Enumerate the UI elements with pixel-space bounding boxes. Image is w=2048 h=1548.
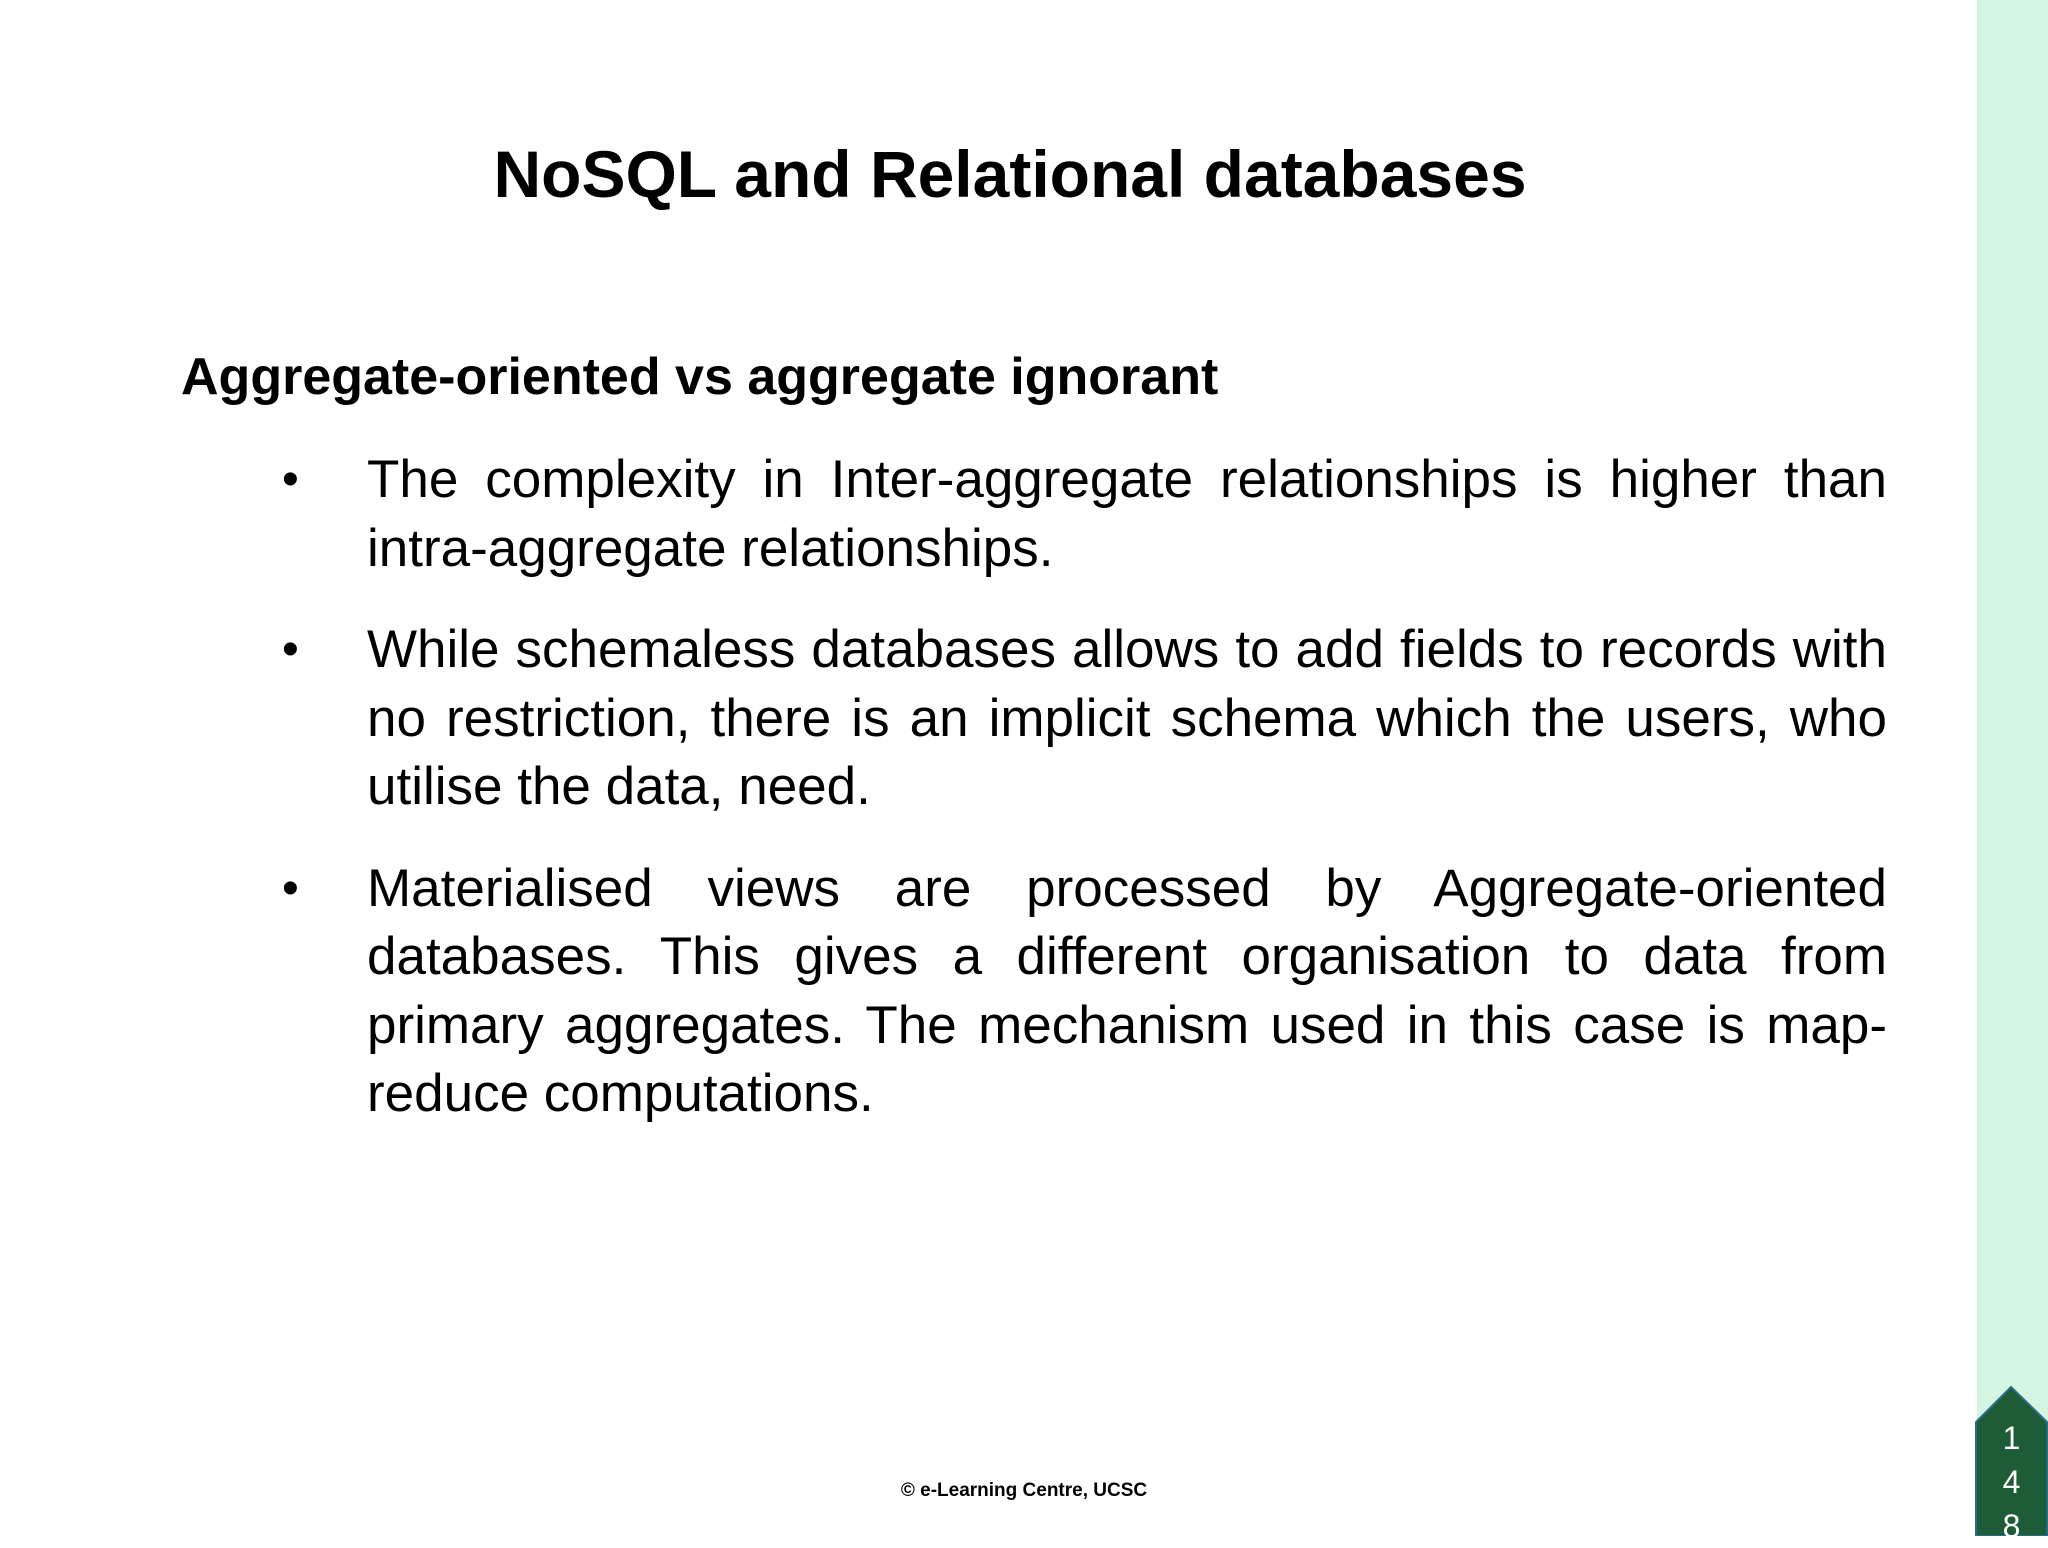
bullet-item [282, 616, 1887, 822]
bullet-item [282, 855, 1887, 1129]
page-number-badge [1975, 1386, 2048, 1544]
bullet-icon: • [282, 623, 299, 676]
side-band [1977, 0, 2048, 1536]
bullet-text: While schemaless databases allows to add fields to records with no restriction, there is an implicit schema which the users, who utilise the data, need. [367, 620, 1887, 816]
bullet-item [282, 446, 1887, 583]
bullet-text: The complexity in Inter-aggregate relationships is higher than intra-aggregate relationships. [367, 450, 1887, 578]
bullet-list [282, 446, 1887, 1162]
slide-title: NoSQL and Relational databases [493, 137, 1527, 211]
bullet-icon: • [282, 453, 299, 506]
copyright-footer: © e-Learning Centre, UCSC [900, 1480, 1148, 1501]
page-number: 148 [2002, 1420, 2021, 1544]
bullet-text: Materialised views are processed by Aggregate-oriented databases. This gives a different organisation to data from primary aggregates. The mechanism used in this case is map-reduce computations. [367, 858, 1887, 1123]
section-heading: Aggregate-oriented vs aggregate ignorant [181, 348, 1219, 406]
bullet-icon: • [282, 861, 299, 915]
